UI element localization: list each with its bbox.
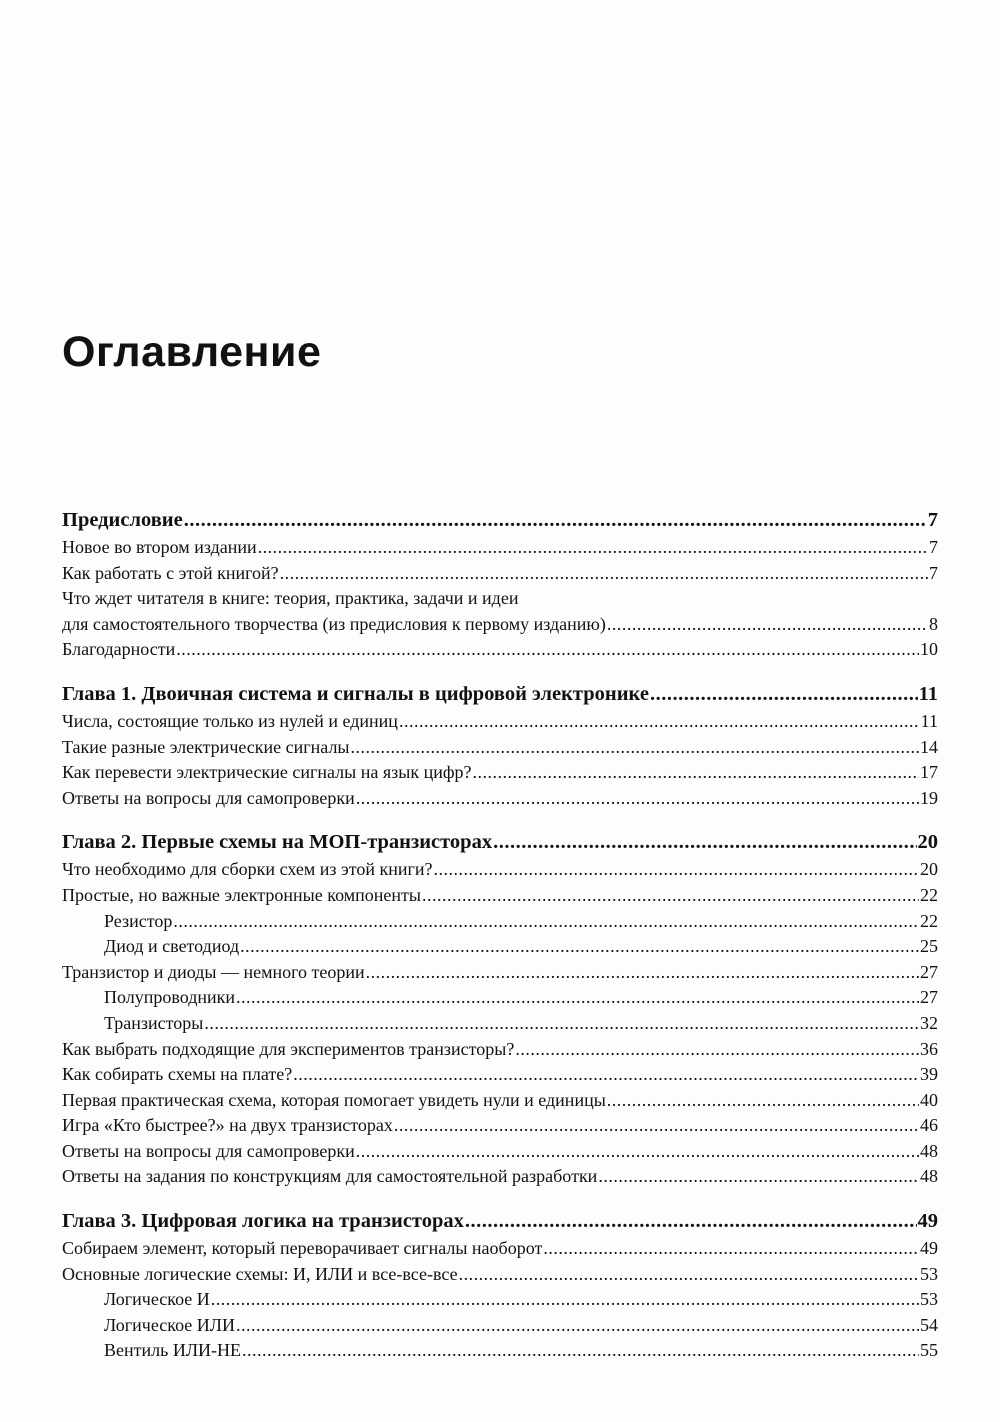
- toc-heading-title: Предисловие: [62, 509, 183, 531]
- toc-entry-title: Такие разные электрические сигналы: [62, 736, 350, 757]
- toc-entry[interactable]: [62, 1236, 938, 1262]
- toc-page-number: 49: [920, 1238, 938, 1259]
- toc-dot-leader: [240, 934, 919, 960]
- toc-entry[interactable]: [62, 1164, 938, 1190]
- toc-page-number: 53: [920, 1289, 938, 1310]
- toc-entry[interactable]: [62, 1113, 938, 1139]
- toc-page-number: 40: [920, 1089, 938, 1110]
- toc-entry-title: Собираем элемент, который переворачивает сигналы наоборот: [62, 1238, 543, 1259]
- toc-dot-leader: [607, 1088, 919, 1114]
- toc-entry[interactable]: [62, 883, 938, 909]
- toc-subentry[interactable]: [62, 909, 938, 935]
- toc-dot-leader: [356, 1139, 919, 1165]
- toc-dot-leader: [422, 883, 919, 909]
- toc-page-number: 36: [920, 1038, 938, 1059]
- toc-heading-title: Глава 1. Двоичная система и сигналы в цифровой электронике: [62, 682, 649, 705]
- toc-page-number: 27: [920, 987, 938, 1008]
- toc-page-number: 27: [920, 961, 938, 982]
- toc-entry-title: Основные логические схемы: И, ИЛИ и все-все-все: [62, 1263, 458, 1284]
- toc-entry-title: Числа, состоящие только из нулей и единиц: [62, 710, 398, 731]
- toc-page-number: 7: [929, 537, 938, 557]
- toc-dot-leader: [173, 909, 919, 935]
- toc-page-number: 53: [920, 1263, 938, 1284]
- toc-entry-title: Как собирать схемы на плате?: [62, 1064, 293, 1085]
- toc-page-number: 11: [920, 710, 938, 731]
- toc-dot-leader: [473, 760, 919, 786]
- toc-heading[interactable]: [62, 506, 938, 535]
- toc-page-number: 8: [929, 613, 938, 634]
- toc-dot-leader: [493, 828, 916, 857]
- toc-entry-title: Транзистор и диоды — немного теории: [62, 961, 365, 982]
- toc-page-number: 7: [927, 509, 938, 531]
- toc-page-number: 32: [920, 1012, 938, 1033]
- toc-entry[interactable]: [62, 735, 938, 761]
- toc-entry[interactable]: [62, 561, 938, 587]
- toc-entry[interactable]: [62, 1062, 938, 1088]
- toc-entry[interactable]: [62, 535, 938, 561]
- toc-dot-leader: [399, 709, 920, 735]
- toc-section-chapter-3: [62, 1207, 938, 1364]
- toc-page-number: 46: [920, 1115, 938, 1136]
- toc-entry[interactable]: [62, 612, 938, 638]
- toc-subentry[interactable]: [62, 934, 938, 960]
- toc-page-number: 14: [920, 736, 938, 757]
- toc-entry[interactable]: [62, 760, 938, 786]
- toc-dot-leader: [394, 1113, 919, 1139]
- toc-section-chapter-1: [62, 680, 938, 811]
- toc-page-number: 19: [920, 787, 938, 808]
- toc-entry[interactable]: [62, 709, 938, 735]
- toc-dot-leader: [211, 1287, 919, 1313]
- toc-entry-title: Ответы на вопросы для самопроверки: [62, 1140, 355, 1161]
- toc-dot-leader: [351, 735, 919, 761]
- toc-heading[interactable]: [62, 1207, 938, 1236]
- toc-page-number: 54: [920, 1314, 938, 1335]
- toc-dot-leader: [356, 786, 919, 812]
- toc-dot-leader: [366, 960, 919, 986]
- toc-entry[interactable]: [62, 960, 938, 986]
- toc-entry[interactable]: [62, 637, 938, 663]
- toc-subentry[interactable]: [62, 1287, 938, 1313]
- toc-entry-title: Как работать с этой книгой?: [62, 562, 279, 583]
- toc-entry-title: Ответы на задания по конструкциям для самостоятельной разработки: [62, 1166, 598, 1187]
- toc-page-number: 48: [920, 1140, 938, 1161]
- toc-dot-leader: [176, 637, 919, 663]
- toc-entry-title: Игра «Кто быстрее?» на двух транзисторах: [62, 1115, 393, 1136]
- toc-page-number: 55: [920, 1340, 938, 1361]
- toc-subentry[interactable]: [62, 1338, 938, 1364]
- toc-entry[interactable]: [62, 1037, 938, 1063]
- toc-entry-title: Первая практическая схема, которая помогает увидеть нули и единицы: [62, 1089, 606, 1110]
- toc-dot-leader: [258, 535, 928, 561]
- toc-entry-title: Вентиль ИЛИ-НЕ: [104, 1340, 242, 1361]
- toc-section-preface: [62, 506, 938, 663]
- toc-dot-leader: [515, 1037, 919, 1063]
- toc-page-number: 39: [920, 1064, 938, 1085]
- toc-entry[interactable]: [62, 1088, 938, 1114]
- toc-dot-leader: [236, 985, 919, 1011]
- toc-entry[interactable]: [62, 786, 938, 812]
- toc-page-number: 48: [920, 1166, 938, 1187]
- toc-page-number: 20: [920, 859, 938, 880]
- toc-heading-title: Глава 2. Первые схемы на МОП-транзисторах: [62, 831, 493, 854]
- table-of-contents: [62, 506, 938, 1381]
- toc-section-chapter-2: [62, 828, 938, 1190]
- toc-entry-title: Благодарности: [62, 639, 176, 660]
- toc-dot-leader: [184, 506, 927, 535]
- toc-page-number: 25: [920, 936, 938, 957]
- toc-page-number: 49: [917, 1210, 938, 1233]
- toc-entry-title: Полупроводники: [104, 987, 236, 1008]
- toc-dot-leader: [204, 1011, 919, 1037]
- toc-subentry[interactable]: [62, 1313, 938, 1339]
- toc-dot-leader: [236, 1313, 919, 1339]
- toc-entry-title: Логическое ИЛИ: [104, 1314, 236, 1335]
- toc-entry-title: Как выбрать подходящие для экспериментов транзисторы?: [62, 1038, 515, 1059]
- toc-entry-title: Диод и светодиод: [104, 936, 240, 957]
- toc-page-number: 7: [929, 562, 938, 583]
- toc-entry-title: Логическое И: [104, 1289, 210, 1310]
- page-title: Оглавление: [62, 328, 322, 376]
- toc-entry-title: для самостоятельного творчества (из предисловия к первому изданию): [62, 613, 606, 634]
- toc-subentry[interactable]: [62, 1011, 938, 1037]
- toc-page-number: 22: [920, 910, 938, 931]
- toc-entry-title-line1: Что ждет читателя в книге: теория, практика, задачи и идеи: [62, 588, 519, 609]
- toc-entry-title: Простые, но важные электронные компоненты: [62, 884, 421, 905]
- toc-entry[interactable]: [62, 1262, 938, 1288]
- toc-page-number: 11: [918, 682, 938, 705]
- toc-dot-leader: [607, 612, 928, 638]
- toc-page-number: 20: [917, 831, 938, 854]
- toc-heading-title: Глава 3. Цифровая логика на транзисторах: [62, 1210, 464, 1233]
- toc-dot-leader: [434, 857, 920, 883]
- toc-dot-leader: [650, 680, 918, 709]
- toc-page-number: 17: [920, 762, 938, 783]
- toc-page-number: 22: [920, 884, 938, 905]
- toc-dot-leader: [459, 1262, 919, 1288]
- toc-dot-leader: [293, 1062, 919, 1088]
- toc-entry-title: Новое во втором издании: [62, 537, 257, 557]
- toc-dot-leader: [242, 1338, 919, 1364]
- toc-page-number: 10: [920, 639, 938, 660]
- toc-entry-title: Транзисторы: [104, 1012, 204, 1033]
- toc-entry-title: Ответы на вопросы для самопроверки: [62, 787, 355, 808]
- toc-heading[interactable]: [62, 680, 938, 709]
- toc-dot-leader: [465, 1207, 917, 1236]
- toc-entry[interactable]: [62, 857, 938, 883]
- toc-entry-first-line[interactable]: [62, 586, 938, 612]
- toc-heading[interactable]: [62, 828, 938, 857]
- toc-subentry[interactable]: [62, 985, 938, 1011]
- toc-dot-leader: [598, 1164, 919, 1190]
- toc-entry-title: Что необходимо для сборки схем из этой книги?: [62, 859, 433, 880]
- toc-entry-title: Как перевести электрические сигналы на язык цифр?: [62, 762, 472, 783]
- toc-entry[interactable]: [62, 1139, 938, 1165]
- toc-entry-title: Резистор: [104, 910, 173, 931]
- toc-dot-leader: [280, 561, 928, 587]
- toc-dot-leader: [543, 1236, 919, 1262]
